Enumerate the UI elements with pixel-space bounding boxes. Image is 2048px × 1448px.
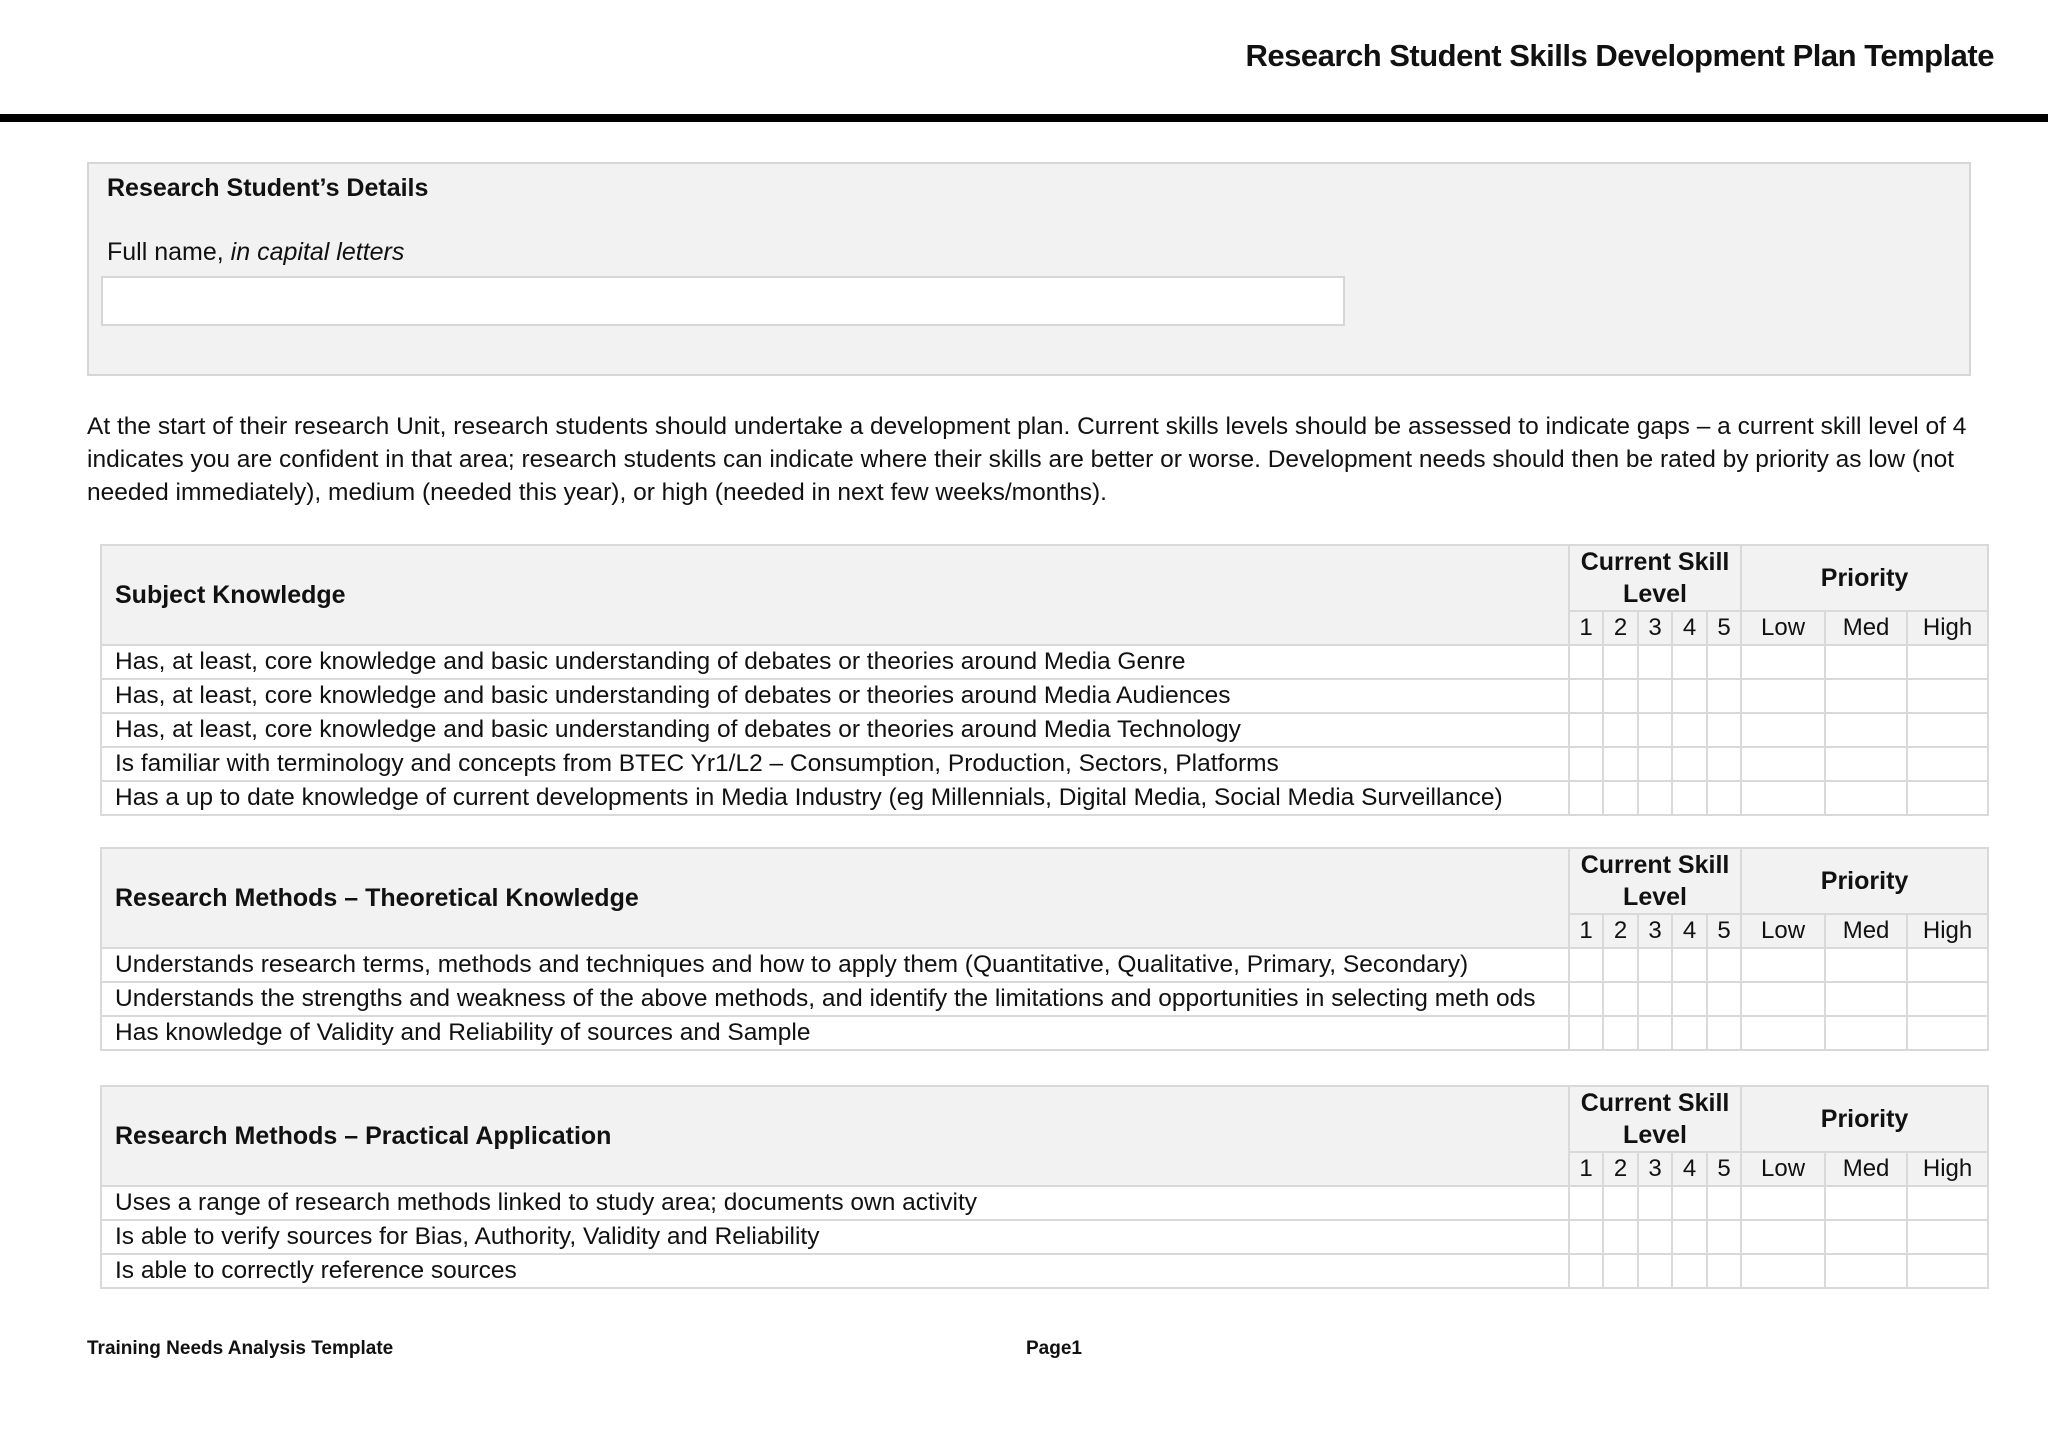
level-1-header: 1 [1569,914,1603,948]
level-cell[interactable] [1569,645,1603,679]
level-cell[interactable] [1638,948,1672,982]
level-cell[interactable] [1707,1254,1741,1288]
table-row [101,645,1988,679]
level-cell[interactable] [1603,1186,1638,1220]
level-cell[interactable] [1569,679,1603,713]
level-2-header: 2 [1603,1152,1638,1186]
priority-cell[interactable] [1907,1254,1988,1288]
skill-description: Has a up to date knowledge of current developments in Media Industry (eg Millennials, Digital Media, Social Media Surveillance) [101,781,1569,815]
section-title: Research Methods – Theoretical Knowledge [101,848,1569,948]
priority-cell[interactable] [1741,679,1825,713]
priority-cell[interactable] [1907,747,1988,781]
level-cell[interactable] [1638,713,1672,747]
level-cell[interactable] [1707,781,1741,815]
level-cell[interactable] [1672,713,1707,747]
skill-description: Has, at least, core knowledge and basic understanding of debates or theories around Media Audiences [101,679,1569,713]
table-row [101,747,1988,781]
priority-med-header: Med [1825,914,1907,948]
level-cell[interactable] [1569,781,1603,815]
priority-cell[interactable] [1907,1220,1988,1254]
priority-cell[interactable] [1825,679,1907,713]
skills-table-subject-knowledge [100,544,1989,816]
skill-description: Is able to verify sources for Bias, Authority, Validity and Reliability [101,1220,1569,1254]
priority-low-header: Low [1741,1152,1825,1186]
level-1-header: 1 [1569,611,1603,645]
level-3-header: 3 [1638,914,1672,948]
priority-cell[interactable] [1741,713,1825,747]
level-cell[interactable] [1603,982,1638,1016]
skill-description: Uses a range of research methods linked to study area; documents own activity [101,1186,1569,1220]
level-cell[interactable] [1707,982,1741,1016]
level-4-header: 4 [1672,611,1707,645]
priority-header: Priority [1741,545,1988,611]
level-cell[interactable] [1569,747,1603,781]
skill-description: Understands research terms, methods and techniques and how to apply them (Quantitative, Qualitative, Primary, Secondary) [101,948,1569,982]
level-cell[interactable] [1672,747,1707,781]
priority-low-header: Low [1741,611,1825,645]
level-5-header: 5 [1707,914,1741,948]
level-3-header: 3 [1638,611,1672,645]
level-cell[interactable] [1672,1186,1707,1220]
level-cell[interactable] [1707,645,1741,679]
skill-description: Is familiar with terminology and concepts from BTEC Yr1/L2 – Consumption, Production, Sectors, Platforms [101,747,1569,781]
skills-table-theoretical-knowledge [100,847,1989,1051]
instructions-paragraph: At the start of their research Unit, research students should undertake a development plan. Current skills levels should be assessed to indicate gaps – a current skill level of 4 indicates you are confident in that area; research students can indicate where their skills are better or worse. Development needs should then be rated by priority as low (not needed immediately), medium (needed this year), or high (needed in next few weeks/months). [87,413,1967,506]
priority-high-header: High [1907,611,1988,645]
skill-description: Is able to correctly reference sources [101,1254,1569,1288]
table-row [101,679,1988,713]
priority-cell[interactable] [1825,645,1907,679]
level-cell[interactable] [1707,1186,1741,1220]
level-cell[interactable] [1569,1220,1603,1254]
section-title: Subject Knowledge [101,545,1569,645]
table-row [101,713,1988,747]
level-cell[interactable] [1638,747,1672,781]
level-cell[interactable] [1603,948,1638,982]
level-cell[interactable] [1707,948,1741,982]
priority-cell[interactable] [1825,1220,1907,1254]
priority-cell[interactable] [1741,982,1825,1016]
skill-description: Has, at least, core knowledge and basic understanding of debates or theories around Media Technology [101,713,1569,747]
priority-cell[interactable] [1741,1016,1825,1050]
full-name-input[interactable] [101,276,1345,326]
priority-high-header: High [1907,914,1988,948]
level-cell[interactable] [1638,679,1672,713]
level-cell[interactable] [1569,948,1603,982]
priority-cell[interactable] [1741,645,1825,679]
header-rule [0,114,2048,122]
priority-med-header: Med [1825,1152,1907,1186]
priority-cell[interactable] [1741,1254,1825,1288]
priority-cell[interactable] [1741,747,1825,781]
level-cell[interactable] [1672,1254,1707,1288]
level-2-header: 2 [1603,914,1638,948]
full-name-label: Full name, in capital letters [107,238,405,266]
document-title: Research Student Skills Development Plan Template [1245,38,1994,73]
priority-cell[interactable] [1825,747,1907,781]
level-cell[interactable] [1672,948,1707,982]
table-row [101,781,1988,815]
priority-low-header: Low [1741,914,1825,948]
footer-page-number: Page1 [1026,1338,1082,1359]
priority-cell[interactable] [1907,982,1988,1016]
priority-cell[interactable] [1825,1186,1907,1220]
priority-cell[interactable] [1907,781,1988,815]
priority-cell[interactable] [1907,679,1988,713]
level-5-header: 5 [1707,1152,1741,1186]
level-cell[interactable] [1672,645,1707,679]
current-skill-level-header: Current Skill Level [1569,545,1741,611]
skill-description: Has knowledge of Validity and Reliability of sources and Sample [101,1016,1569,1050]
level-cell[interactable] [1707,1016,1741,1050]
table-row [101,1186,1988,1220]
level-cell[interactable] [1603,679,1638,713]
priority-cell[interactable] [1907,645,1988,679]
details-heading: Research Student’s Details [107,174,429,202]
priority-cell[interactable] [1907,1186,1988,1220]
priority-cell[interactable] [1907,713,1988,747]
skill-description: Has, at least, core knowledge and basic understanding of debates or theories around Media Genre [101,645,1569,679]
level-cell[interactable] [1707,1220,1741,1254]
level-4-header: 4 [1672,1152,1707,1186]
priority-cell[interactable] [1907,948,1988,982]
level-cell[interactable] [1638,1220,1672,1254]
level-cell[interactable] [1603,781,1638,815]
level-cell[interactable] [1603,1220,1638,1254]
current-skill-level-header: Current Skill Level [1569,1086,1741,1152]
table-row [101,1016,1988,1050]
level-cell[interactable] [1638,645,1672,679]
level-cell[interactable] [1672,781,1707,815]
level-cell[interactable] [1638,781,1672,815]
table-row [101,1254,1988,1288]
level-cell[interactable] [1603,747,1638,781]
priority-cell[interactable] [1825,713,1907,747]
level-cell[interactable] [1569,982,1603,1016]
priority-cell[interactable] [1907,1016,1988,1050]
priority-cell[interactable] [1741,781,1825,815]
level-cell[interactable] [1672,1220,1707,1254]
current-skill-level-header: Current Skill Level [1569,848,1741,914]
priority-cell[interactable] [1741,948,1825,982]
level-cell[interactable] [1569,1016,1603,1050]
table-row [101,1220,1988,1254]
level-cell[interactable] [1603,645,1638,679]
priority-cell[interactable] [1825,1016,1907,1050]
level-cell[interactable] [1638,982,1672,1016]
footer-template-name: Training Needs Analysis Template [87,1338,394,1359]
level-3-header: 3 [1638,1152,1672,1186]
level-cell[interactable] [1569,713,1603,747]
level-cell[interactable] [1603,1016,1638,1050]
student-details-panel [87,162,1971,376]
priority-med-header: Med [1825,611,1907,645]
priority-header: Priority [1741,1086,1988,1152]
level-cell[interactable] [1638,1016,1672,1050]
priority-cell[interactable] [1825,948,1907,982]
priority-cell[interactable] [1825,1254,1907,1288]
priority-high-header: High [1907,1152,1988,1186]
level-cell[interactable] [1603,1254,1638,1288]
table-row [101,948,1988,982]
level-cell[interactable] [1569,1186,1603,1220]
level-cell[interactable] [1638,1186,1672,1220]
level-2-header: 2 [1603,611,1638,645]
level-1-header: 1 [1569,1152,1603,1186]
level-cell[interactable] [1672,1016,1707,1050]
section-title: Research Methods – Practical Application [101,1086,1569,1186]
level-cell[interactable] [1672,982,1707,1016]
priority-cell[interactable] [1741,1220,1825,1254]
skill-description: Understands the strengths and weakness of the above methods, and identify the limitations and opportunities in selecting meth ods [101,982,1569,1016]
level-cell[interactable] [1707,713,1741,747]
level-cell[interactable] [1603,713,1638,747]
skills-table-practical-application [100,1085,1989,1289]
level-cell[interactable] [1569,1254,1603,1288]
priority-cell[interactable] [1741,1186,1825,1220]
level-4-header: 4 [1672,914,1707,948]
priority-cell[interactable] [1825,781,1907,815]
level-cell[interactable] [1707,747,1741,781]
level-cell[interactable] [1638,1254,1672,1288]
level-5-header: 5 [1707,611,1741,645]
priority-header: Priority [1741,848,1988,914]
level-cell[interactable] [1707,679,1741,713]
priority-cell[interactable] [1825,982,1907,1016]
table-row [101,982,1988,1016]
level-cell[interactable] [1672,679,1707,713]
